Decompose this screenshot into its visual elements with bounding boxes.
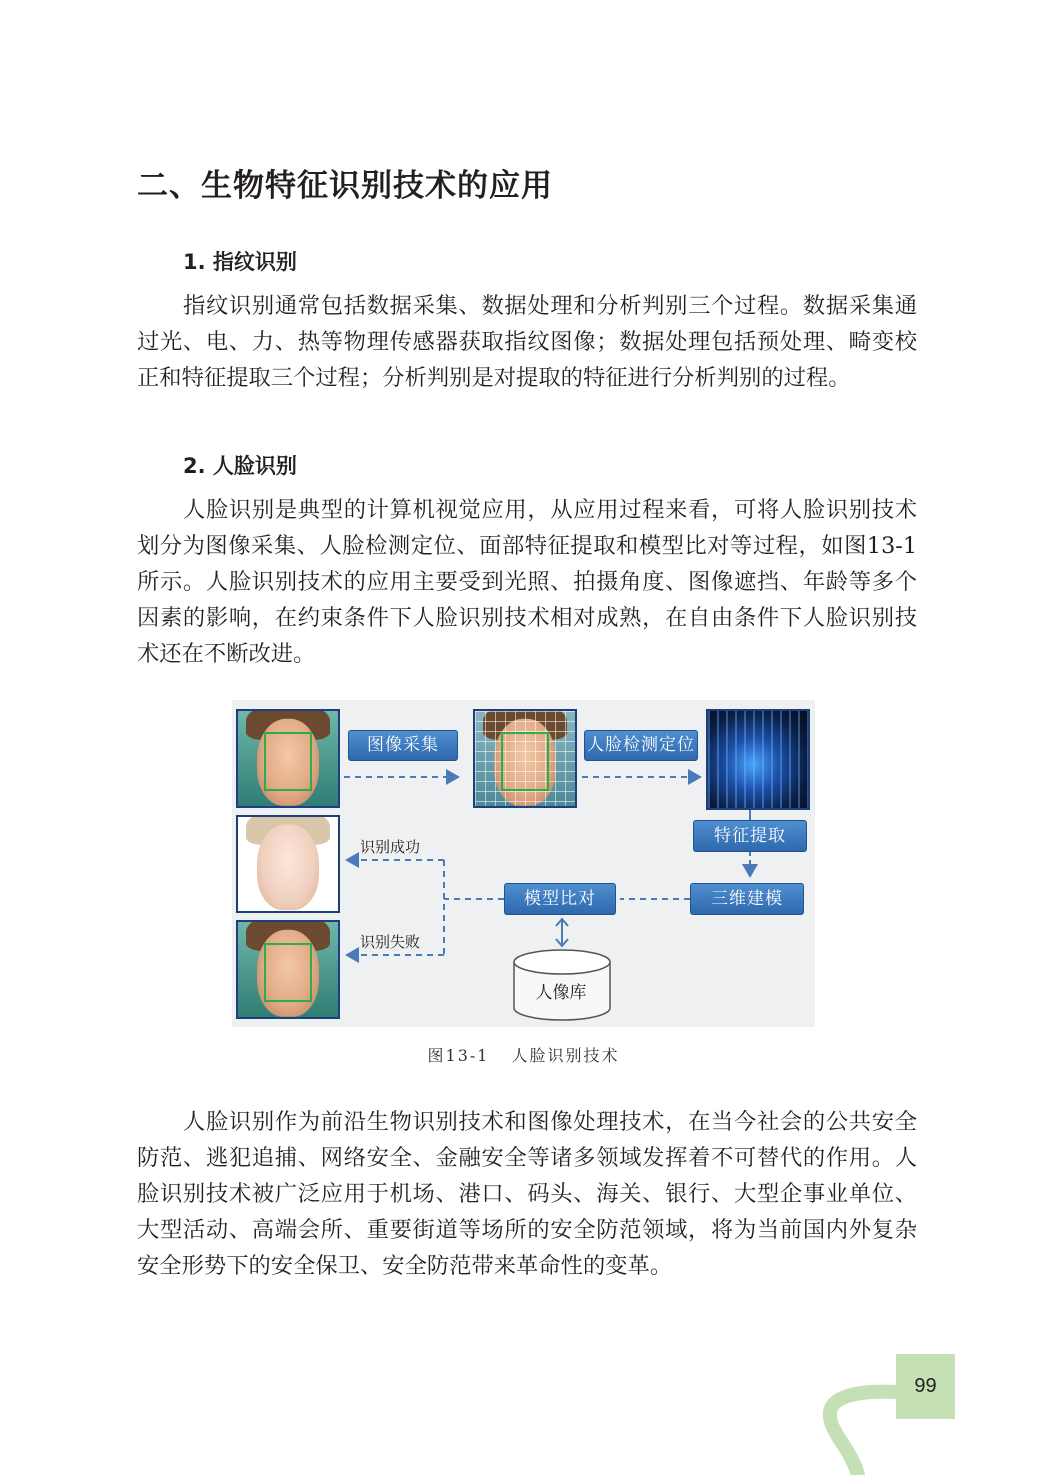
face-box-icon <box>264 943 312 1002</box>
subsection-heading-face: 2. 人脸识别 <box>183 454 297 478</box>
label-portrait-database: 人像库 <box>535 983 587 1003</box>
face-box-icon <box>501 732 549 791</box>
photo-detected-face <box>473 709 577 808</box>
subsection-heading-fingerprint: 1. 指纹识别 <box>183 250 297 274</box>
brain-3d-scan-image <box>706 709 810 810</box>
step-3d-modeling: 三维建模 <box>690 883 804 915</box>
label-recognition-success: 识别成功 <box>360 838 421 856</box>
caption-number: 图13-1 <box>427 1046 490 1065</box>
label-recognition-failure: 识别失败 <box>360 933 421 951</box>
section-title: 二、生物特征识别技术的应用 <box>137 168 553 204</box>
arrow-compare-database <box>556 919 568 946</box>
photo-success-face <box>236 815 340 913</box>
page-number: 99 <box>896 1354 955 1419</box>
photo-acquired-face <box>236 709 340 808</box>
paragraph-fingerprint: 指纹识别通常包括数据采集、数据处理和分析判别三个过程。数据采集通过光、电、力、热等物理传感器获取指纹图像；数据处理包括预处理、畸变校正和特征提取三个过程；分析判别是对提取的特征进行分析判别的过程。 <box>137 293 917 391</box>
step-model-comparison: 模型比对 <box>504 883 616 915</box>
step-feature-extraction: 特征提取 <box>693 820 807 852</box>
paragraph-face: 人脸识别是典型的计算机视觉应用，从应用过程来看，可将人脸识别技术划分为图像采集、人脸检测定位、面部特征提取和模型比对等过程，如图13-1所示。人脸识别技术的应用主要受到光照、拍摄角度、图像遮挡、年龄等多个因素的影响，在约束条件下人脸识别技术相对成熟，在自由条件下人脸识别技术还在不断改进。 <box>137 497 917 667</box>
face-box-icon <box>264 732 312 791</box>
step-face-detection: 人脸检测定位 <box>584 730 698 761</box>
photo-failed-face <box>236 920 340 1019</box>
paragraph-applications: 人脸识别作为前沿生物识别技术和图像处理技术，在当今社会的公共安全防范、逃犯追捕、网络安全、金融安全等诸多领域发挥着不可替代的作用。人脸识别技术被广泛应用于机场、港口、码头、海关、银行、大型企事业单位、大型活动、高端会所、重要街道等场所的安全防范领域，将为当前国内外复杂安全形势下的安全保卫、安全防范带来革命性的变革。 <box>137 1109 917 1279</box>
figure-caption <box>0 1043 1047 1066</box>
step-image-acquisition: 图像采集 <box>348 730 458 761</box>
caption-text: 人脸识别技术 <box>511 1046 620 1065</box>
